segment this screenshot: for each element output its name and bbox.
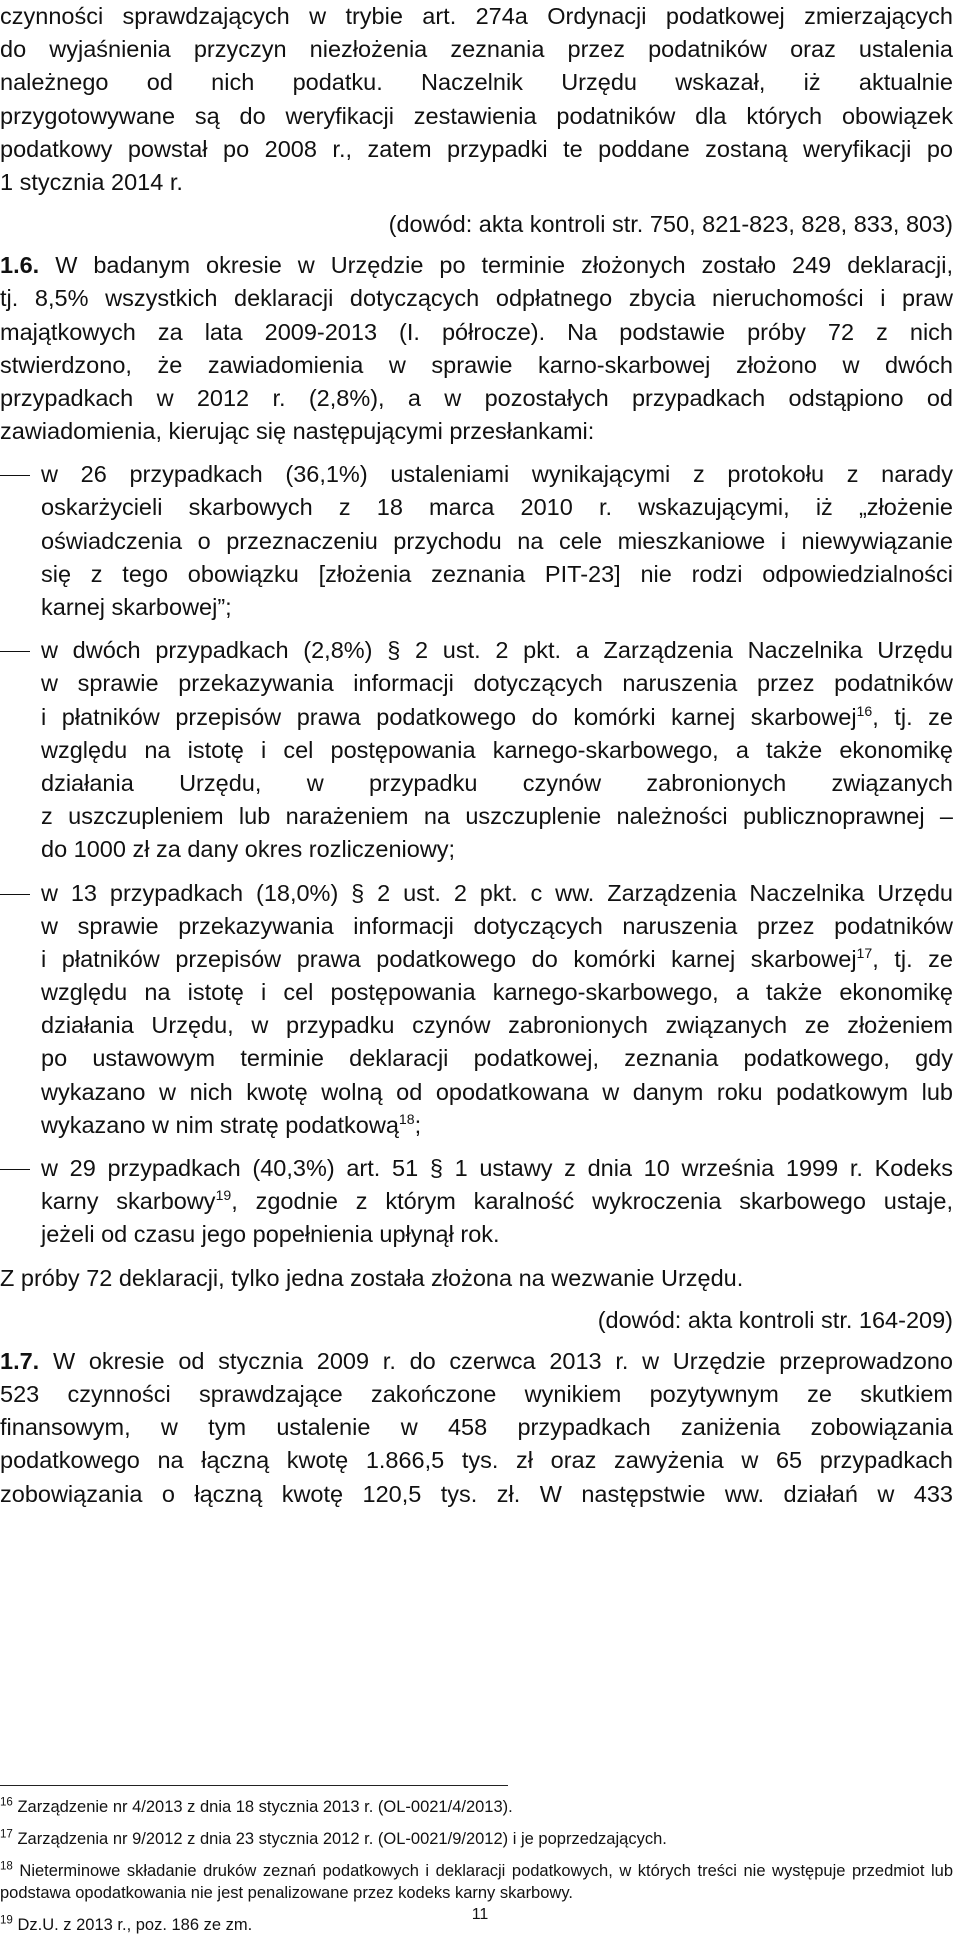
- text-line: czynności sprawdzających w trybie art. 274a Ordynacji podatkowej zmierzających: [0, 3, 953, 29]
- text-line: finansowym, w tym ustalenie w 458 przypadkach zaniżenia zobowiązania: [0, 1414, 953, 1441]
- text-line: podatkowego na łączną kwotę 1.866,5 tys. zł oraz zawyżenia w 65 przypadkach: [0, 1447, 953, 1474]
- text-line: względu na istotę i cel postępowania karnego-skarbowego, a także ekonomikę: [41, 736, 953, 763]
- section-first-line: W okresie od stycznia 2009 r. do czerwca 2013 r. w Urzędzie przeprowadzono: [52, 1347, 954, 1374]
- text-line: w 29 przypadkach (40,3%) art. 51 § 1 ustawy z dnia 10 września 1999 r. Kodeks: [41, 1155, 953, 1181]
- text-line: 1 stycznia 2014 r.: [0, 168, 183, 195]
- text-line: z uszczupleniem lub narażeniem na uszczuplenie należności publicznoprawnej –: [41, 803, 953, 830]
- line-text: , tj. ze: [872, 945, 953, 972]
- text-line: tj. 8,5% wszystkich deklaracji dotyczących odpłatnego zbycia nieruchomości i praw: [0, 285, 953, 312]
- line-text: i płatników przepisów prawa podatkowego do komórki karnej skarbowej: [41, 945, 857, 972]
- footnote-separator: [0, 1785, 508, 1786]
- text-line: do wyjaśnienia przyczyn niezłożenia zeznania przez podatników oraz ustalenia: [0, 36, 953, 63]
- text-line: podatkowy powstał po 2008 r., zatem przypadki te poddane zostaną weryfikacji po: [0, 135, 953, 162]
- footnote-line: [0, 1860, 953, 1882]
- footnote-text: Dz.U. z 2013 r., poz. 186 ze zm.: [17, 1916, 253, 1934]
- text-line: Z próby 72 deklaracji, tylko jedna została złożona na wezwanie Urzędu.: [0, 1264, 744, 1291]
- text-line: majątkowych za lata 2009-2013 (I. półrocze). Na podstawie próby 72 z nich: [0, 318, 953, 345]
- footnote-number: 18: [0, 1860, 13, 1873]
- footnote-number: 19: [0, 1914, 13, 1927]
- text-line: się z tego obowiązku [złożenia zeznania PIT-23] nie rodzi odpowiedzialności: [41, 560, 953, 587]
- text-line: oświadczenia o przeznaczeniu przychodu na cele mieszkaniowe i niewywiązanie: [41, 527, 953, 554]
- text-line: stwierdzono, że zawiadomienia w sprawie karno-skarbowej złożono w dwóch: [0, 351, 953, 378]
- footnote-ref[interactable]: 19: [215, 1187, 232, 1204]
- text-line: wykazano w nich kwotę wolną od opodatkowana w danym roku podatkowym lub: [41, 1078, 953, 1105]
- section-1-7: [0, 1345, 960, 1511]
- line-text: , tj. ze: [872, 703, 953, 730]
- footnote-line: podstawa opodatkowania nie jest penalizowane przez kodeks karny skarbowy.: [0, 1884, 573, 1902]
- line-text: karny skarbowy: [41, 1188, 216, 1215]
- section-1-6: [0, 249, 960, 448]
- section-number: 1.7.: [0, 1347, 40, 1374]
- dash-bullet-icon: [0, 651, 30, 652]
- footnote-text: Nieterminowe składanie druków zeznań podatkowych i deklaracji podatkowych, w których treści nie występuje przedmiot lub: [19, 1862, 953, 1880]
- footnote-number: 17: [0, 1828, 13, 1841]
- list-item: [0, 1152, 960, 1252]
- footnote-text: Zarządzenia nr 9/2012 z dnia 23 stycznia 2012 r. (OL-0021/9/2012) i je poprzedzających.: [17, 1830, 667, 1848]
- text-line: działania Urzędu, w przypadku czynów zabronionych związanych ze złożeniem: [41, 1012, 953, 1039]
- text-line: w sprawie przekazywania informacji dotyczących naruszenia przez podatników: [41, 912, 953, 939]
- line-text: i płatników przepisów prawa podatkowego do komórki karnej skarbowej: [41, 703, 857, 730]
- footnote: [0, 1860, 960, 1904]
- text-line: do 1000 zł za dany okres rozliczeniowy;: [41, 836, 456, 863]
- text-line: przygotowywane są do weryfikacji zestawienia podatników dla których obowiązek: [0, 102, 953, 129]
- text-line: w 13 przypadkach (18,0%) § 2 ust. 2 pkt. c ww. Zarządzenia Naczelnika Urzędu: [41, 879, 953, 906]
- list-item: [0, 877, 960, 1143]
- text-line: [41, 1185, 953, 1218]
- dash-bullet-icon: [0, 894, 30, 895]
- text-line: [41, 701, 953, 734]
- text-line: w dwóch przypadkach (2,8%) § 2 ust. 2 pkt. a Zarządzenia Naczelnika Urzędu: [41, 637, 953, 664]
- text-line: zobowiązania o łączną kwotę 120,5 tys. zł. W następstwie ww. działań w 433: [0, 1480, 953, 1507]
- text-line: po ustawowym terminie deklaracji podatkowej, zeznania podatkowego, gdy: [41, 1045, 953, 1072]
- text-line: [41, 943, 953, 976]
- text-line: 523 czynności sprawdzające zakończone wynikiem pozytywnym ze skutkiem: [0, 1380, 953, 1407]
- text-line: w sprawie przekazywania informacji dotyczących naruszenia przez podatników: [41, 670, 953, 697]
- footnote-text: Zarządzenie nr 4/2013 z dnia 18 stycznia 2013 r. (OL-0021/4/2013).: [17, 1798, 513, 1816]
- footnote: [0, 1796, 960, 1818]
- dash-bullet-icon: [0, 475, 30, 476]
- footnote-ref[interactable]: 17: [856, 945, 873, 962]
- text-line: działania Urzędu, w przypadku czynów zabronionych związanych: [41, 769, 953, 796]
- section-number: 1.6.: [0, 252, 40, 279]
- list-item: [0, 458, 960, 624]
- evidence-reference: (dowód: akta kontroli str. 164-209): [597, 1306, 953, 1333]
- footnote-number: 16: [0, 1796, 13, 1809]
- footnote-line: [0, 1828, 953, 1850]
- text-line: [0, 1345, 953, 1378]
- text-line: oskarżycieli skarbowych z 18 marca 2010 r. wskazującymi, iż „złożenie: [41, 494, 953, 521]
- text-line: jeżeli od czasu jego popełnienia upłynął rok.: [41, 1221, 500, 1248]
- section-first-line: W badanym okresie w Urzędzie po terminie złożonych zostało 249 deklaracji,: [55, 252, 953, 279]
- intro-paragraph: [0, 0, 960, 199]
- line-text: , zgodnie z którym karalność wykroczenia skarbowego ustaje,: [231, 1188, 954, 1215]
- footnote: [0, 1828, 960, 1850]
- footnote-ref[interactable]: 16: [856, 702, 873, 719]
- text-line: karnej skarbowej”;: [41, 594, 232, 620]
- dash-bullet-icon: [0, 1169, 30, 1170]
- footnote-line: [0, 1796, 953, 1818]
- text-line: przypadkach w 2012 r. (2,8%), a w pozostałych przypadkach odstąpiono od: [0, 384, 953, 411]
- text-line: [41, 1109, 953, 1142]
- text-line: w 26 przypadkach (36,1%) ustaleniami wynikającymi z protokołu z narady: [41, 461, 953, 488]
- evidence-reference: (dowód: akta kontroli str. 750, 821-823, 828, 833, 803): [388, 211, 953, 238]
- text-line: należnego od nich podatku. Naczelnik Urzędu wskazał, iż aktualnie: [0, 69, 953, 96]
- text-line: [0, 249, 953, 282]
- list-item: [0, 634, 960, 866]
- footnote-ref[interactable]: 18: [398, 1110, 415, 1127]
- text-line: względu na istotę i cel postępowania karnego-skarbowego, a także ekonomikę: [41, 979, 953, 1006]
- line-text: ;: [414, 1111, 422, 1138]
- text-line: zawiadomienia, kierując się następującymi przesłankami:: [0, 418, 595, 445]
- closing-paragraph: [0, 1262, 960, 1295]
- line-text: wykazano w nim stratę podatkową: [41, 1111, 399, 1138]
- page-number: 11: [471, 1906, 489, 1923]
